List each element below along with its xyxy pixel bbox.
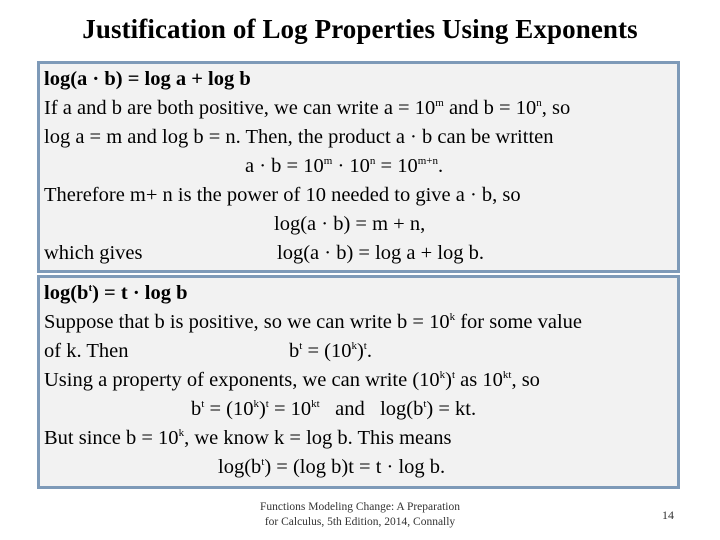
product-line-1: If a and b are both positive, we can write $a = 10^m$ and $b = 10^n$, so (44, 97, 571, 119)
footer-citation (240, 500, 480, 530)
log-product-box (37, 61, 680, 273)
product-line-4: Therefore m+ n is the power of 10 needed to give a · b, so (44, 184, 521, 206)
power-line-4: $b^t = (10^k)^t = 10^{kt}$ and $\log(b^t)$ = kt. (191, 398, 477, 420)
power-line-3: Using a property of exponents, we can write $(10^k)^t$ as $10^{kt}$, so (44, 369, 540, 391)
log-power-box (37, 275, 680, 489)
product-line-6: which gives log(a · b) = log a + log b. (44, 242, 485, 264)
power-rule-heading: $\log(b^t) = t \cdot \log b$ (44, 282, 188, 304)
page-number: 14 (662, 508, 674, 522)
power-line-5: But since $b = 10^k$, we know k = log b. This means (44, 427, 452, 449)
footer-line-2: for Calculus, 5th Edition, 2014, Connally (264, 516, 456, 528)
product-line-5: log(a · b) = m + n, (274, 213, 426, 235)
power-line-1: Suppose that b is positive, so we can write $b = 10^k$ for some value (44, 311, 583, 333)
product-line-3: $a \cdot b = 10^m \cdot 10^n = 10^{m+n}$. (245, 155, 444, 177)
slide-title: Justification of Log Properties Using Exponents (82, 14, 638, 44)
product-rule-heading: log(a · b) = log a + log b (44, 68, 251, 90)
power-line-2: of k. Then $b^t = (10^k)^t$. (44, 340, 372, 362)
power-line-6: $\log(b^t) = (\log$ b)t = t · log b. (218, 456, 446, 478)
product-line-2: log a = m and log b = n. Then, the product a · b can be written (44, 126, 554, 148)
footer-line-1: Functions Modeling Change: A Preparation (260, 501, 460, 513)
